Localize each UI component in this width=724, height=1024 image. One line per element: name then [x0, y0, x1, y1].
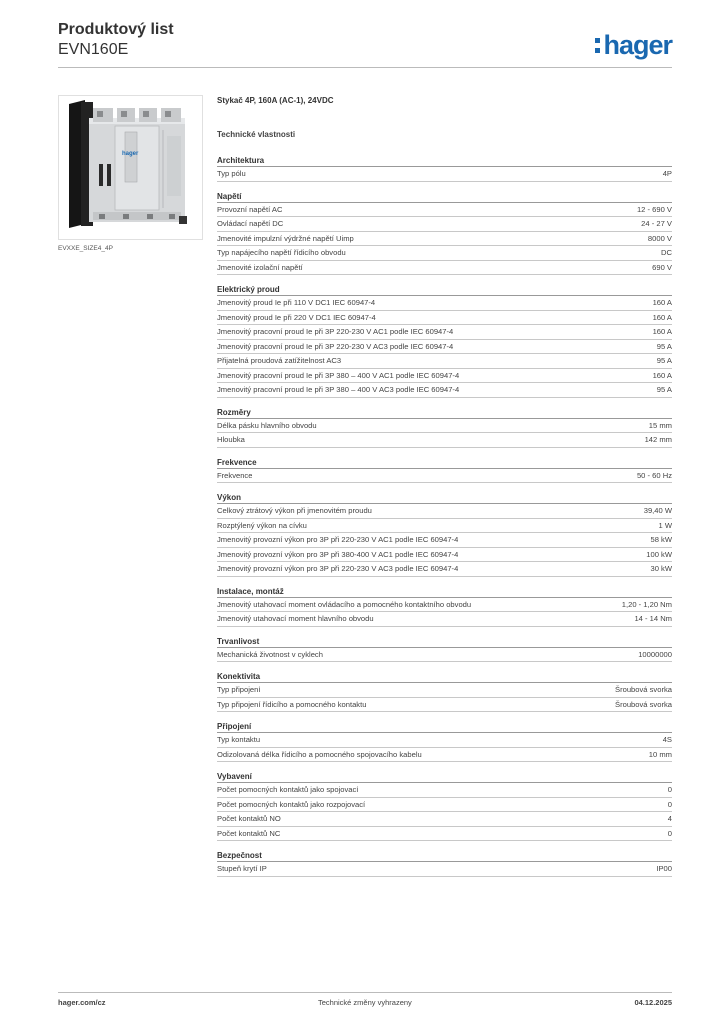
- spec-label: Počet kontaktů NO: [217, 814, 281, 823]
- spec-value: 0: [667, 785, 672, 794]
- spec-row: [217, 469, 672, 484]
- spec-value: 15 mm: [648, 420, 672, 430]
- section-title: Instalace, montáž: [217, 585, 672, 598]
- spec-section: [217, 283, 672, 398]
- spec-value: 95 A: [656, 341, 672, 351]
- spec-value: 4: [667, 814, 672, 823]
- product-code: EVN160E: [58, 41, 129, 58]
- spec-value: 4P: [662, 169, 672, 178]
- hager-logo: [594, 30, 672, 60]
- section-title: Připojení: [217, 720, 672, 733]
- spec-value: 4S: [662, 735, 672, 744]
- spec-label: Počet kontaktů NC: [217, 828, 281, 838]
- spec-row: [217, 683, 672, 698]
- spec-row: [217, 827, 672, 842]
- spec-row: [217, 419, 672, 434]
- spec-label: Jmenovitý provozní výkon pro 3P při 380-400 V AC1 podle IEC 60947-4: [217, 549, 459, 559]
- spec-row: [217, 783, 672, 798]
- spec-section: [217, 635, 672, 663]
- spec-value: 690 V: [652, 262, 672, 272]
- spec-value: 58 kW: [650, 535, 672, 544]
- footer-date: 04.12.2025: [634, 998, 672, 1007]
- spec-value: 160 A: [652, 312, 672, 322]
- spec-row: [217, 340, 672, 355]
- spec-label: Typ napájecího napětí řídicího obvodu: [217, 248, 346, 257]
- spec-value: 8000 V: [647, 233, 672, 243]
- spec-value: IP00: [656, 864, 672, 873]
- spec-value: 0: [667, 828, 672, 838]
- spec-row: [217, 733, 672, 748]
- spec-section: [217, 456, 672, 484]
- spec-value: 0: [667, 799, 672, 809]
- device-brand-label: hager: [122, 151, 139, 157]
- spec-section: [217, 670, 672, 712]
- spec-label: Stupeň krytí IP: [217, 864, 267, 873]
- section-title: Konektivita: [217, 670, 672, 683]
- section-title: Trvanlivost: [217, 635, 672, 648]
- spec-row: [217, 648, 672, 663]
- spec-value: 50 - 60 Hz: [636, 470, 672, 480]
- spec-row: [217, 325, 672, 340]
- spec-value: 95 A: [656, 356, 672, 365]
- section-title: Rozměry: [217, 406, 672, 419]
- spec-value: Šroubová svorka: [615, 685, 672, 694]
- spec-label: Počet pomocných kontaktů jako rozpojovací: [217, 799, 366, 809]
- spec-label: Jmenovitý pracovní proud Ie při 3P 220-230 V AC1 podle IEC 60947-4: [217, 327, 454, 336]
- spec-row: [217, 612, 672, 627]
- contactor-illustration: [59, 96, 202, 239]
- spec-row: [217, 862, 672, 877]
- spec-value: 14 - 14 Nm: [634, 614, 672, 623]
- spec-row: [217, 311, 672, 326]
- spec-section: [217, 491, 672, 577]
- spec-label: Rozptýlený výkon na cívku: [217, 520, 307, 530]
- product-description: Stykač 4P, 160A (AC-1), 24VDC: [217, 96, 334, 105]
- spec-row: [217, 748, 672, 763]
- section-title: Výkon: [217, 491, 672, 504]
- footer-divider: [58, 992, 672, 993]
- spec-sections: [217, 154, 672, 877]
- spec-row: [217, 369, 672, 384]
- spec-value: 10 mm: [648, 749, 672, 759]
- spec-row: [217, 433, 672, 448]
- spec-row: [217, 798, 672, 813]
- spec-value: 160 A: [652, 327, 672, 336]
- spec-label: Typ pólu: [217, 169, 246, 178]
- spec-label: Provozní napětí AC: [217, 204, 283, 214]
- spec-label: Jmenovitý pracovní proud Ie při 3P 380 – 400 V AC3 podle IEC 60947-4: [217, 385, 460, 394]
- spec-row: [217, 548, 672, 563]
- spec-value: 160 A: [652, 370, 672, 380]
- spec-value: 142 mm: [644, 435, 672, 444]
- spec-section: [217, 849, 672, 877]
- logo-dots-icon: [594, 30, 602, 52]
- logo-text: hager: [603, 30, 672, 60]
- spec-row: [217, 232, 672, 247]
- spec-row: [217, 562, 672, 577]
- spec-row: [217, 812, 672, 827]
- spec-row: [217, 261, 672, 276]
- spec-label: Přijatelná proudová zatížitelnost AC3: [217, 356, 342, 365]
- spec-section: [217, 190, 672, 276]
- spec-row: [217, 296, 672, 311]
- spec-value: 1 W: [658, 520, 672, 530]
- spec-section: [217, 154, 672, 182]
- section-title: Elektrický proud: [217, 283, 672, 296]
- footer-note: Technické změny vyhrazeny: [318, 998, 412, 1007]
- spec-section: [217, 770, 672, 841]
- spec-value: 95 A: [656, 385, 672, 394]
- page-header: [58, 20, 672, 70]
- spec-label: Typ kontaktu: [217, 735, 261, 744]
- spec-label: Jmenovitý utahovací moment hlavního obvodu: [217, 614, 374, 623]
- spec-value: 160 A: [652, 298, 672, 307]
- spec-label: Jmenovité izolační napětí: [217, 262, 303, 272]
- spec-label: Délka pásku hlavního obvodu: [217, 420, 317, 430]
- spec-label: Hloubka: [217, 435, 245, 444]
- spec-row: [217, 598, 672, 613]
- spec-row: [217, 533, 672, 548]
- spec-value: 24 - 27 V: [641, 219, 672, 228]
- section-title: Napětí: [217, 190, 672, 203]
- header-divider: [58, 67, 672, 68]
- spec-value: 100 kW: [646, 549, 672, 559]
- spec-label: Typ připojení řídicího a pomocného kontaktu: [217, 699, 367, 709]
- footer-website: hager.com/cz: [58, 998, 106, 1007]
- spec-value: 10000000: [638, 649, 672, 659]
- technical-properties-heading: Technické vlastnosti: [217, 130, 296, 139]
- spec-label: Odizolovaná délka řídicího a pomocného spojovacího kabelu: [217, 749, 422, 759]
- spec-label: Typ připojení: [217, 685, 261, 694]
- spec-section: [217, 406, 672, 448]
- spec-row: [217, 203, 672, 218]
- product-image: [58, 95, 203, 240]
- spec-value: Šroubová svorka: [615, 699, 672, 709]
- spec-label: Jmenovitý provozní výkon pro 3P při 220-230 V AC3 podle IEC 60947-4: [217, 564, 459, 573]
- spec-row: [217, 217, 672, 232]
- page-footer: [58, 998, 672, 1010]
- spec-label: Jmenovitý pracovní proud Ie při 3P 220-230 V AC3 podle IEC 60947-4: [217, 341, 454, 351]
- spec-value: 39,40 W: [643, 506, 672, 515]
- spec-row: [217, 167, 672, 182]
- section-title: Architektura: [217, 154, 672, 167]
- spec-label: Celkový ztrátový výkon při jmenovitém proudu: [217, 506, 372, 515]
- image-caption: EVXXE_SIZE4_4P: [58, 245, 113, 252]
- spec-label: Jmenovitý utahovací moment ovládacího a pomocného kontaktního obvodu: [217, 599, 472, 609]
- spec-row: [217, 698, 672, 713]
- section-title: Frekvence: [217, 456, 672, 469]
- spec-label: Ovládací napětí DC: [217, 219, 284, 228]
- spec-row: [217, 519, 672, 534]
- spec-section: [217, 585, 672, 627]
- spec-content: [217, 96, 672, 885]
- spec-label: Jmenovitý pracovní proud Ie při 3P 380 – 400 V AC1 podle IEC 60947-4: [217, 370, 460, 380]
- spec-section: [217, 720, 672, 762]
- spec-row: [217, 383, 672, 398]
- spec-label: Jmenovitý proud Ie při 220 V DC1 IEC 60947-4: [217, 312, 376, 322]
- spec-value: 1,20 - 1,20 Nm: [621, 599, 672, 609]
- spec-label: Počet pomocných kontaktů jako spojovací: [217, 785, 359, 794]
- spec-row: [217, 504, 672, 519]
- spec-value: 30 kW: [650, 564, 672, 573]
- document-title: Produktový list: [58, 21, 174, 38]
- spec-label: Jmenovitý proud Ie při 110 V DC1 IEC 60947-4: [217, 298, 376, 307]
- section-title: Bezpečnost: [217, 849, 672, 862]
- spec-label: Jmenovité impulzní výdržné napětí Uimp: [217, 233, 354, 243]
- spec-row: [217, 354, 672, 369]
- spec-value: DC: [661, 248, 672, 257]
- spec-label: Mechanická životnost v cyklech: [217, 649, 323, 659]
- spec-row: [217, 246, 672, 261]
- spec-label: Frekvence: [217, 470, 253, 480]
- spec-label: Jmenovitý provozní výkon pro 3P při 220-230 V AC1 podle IEC 60947-4: [217, 535, 459, 544]
- section-title: Vybavení: [217, 770, 672, 783]
- spec-value: 12 - 690 V: [636, 204, 672, 214]
